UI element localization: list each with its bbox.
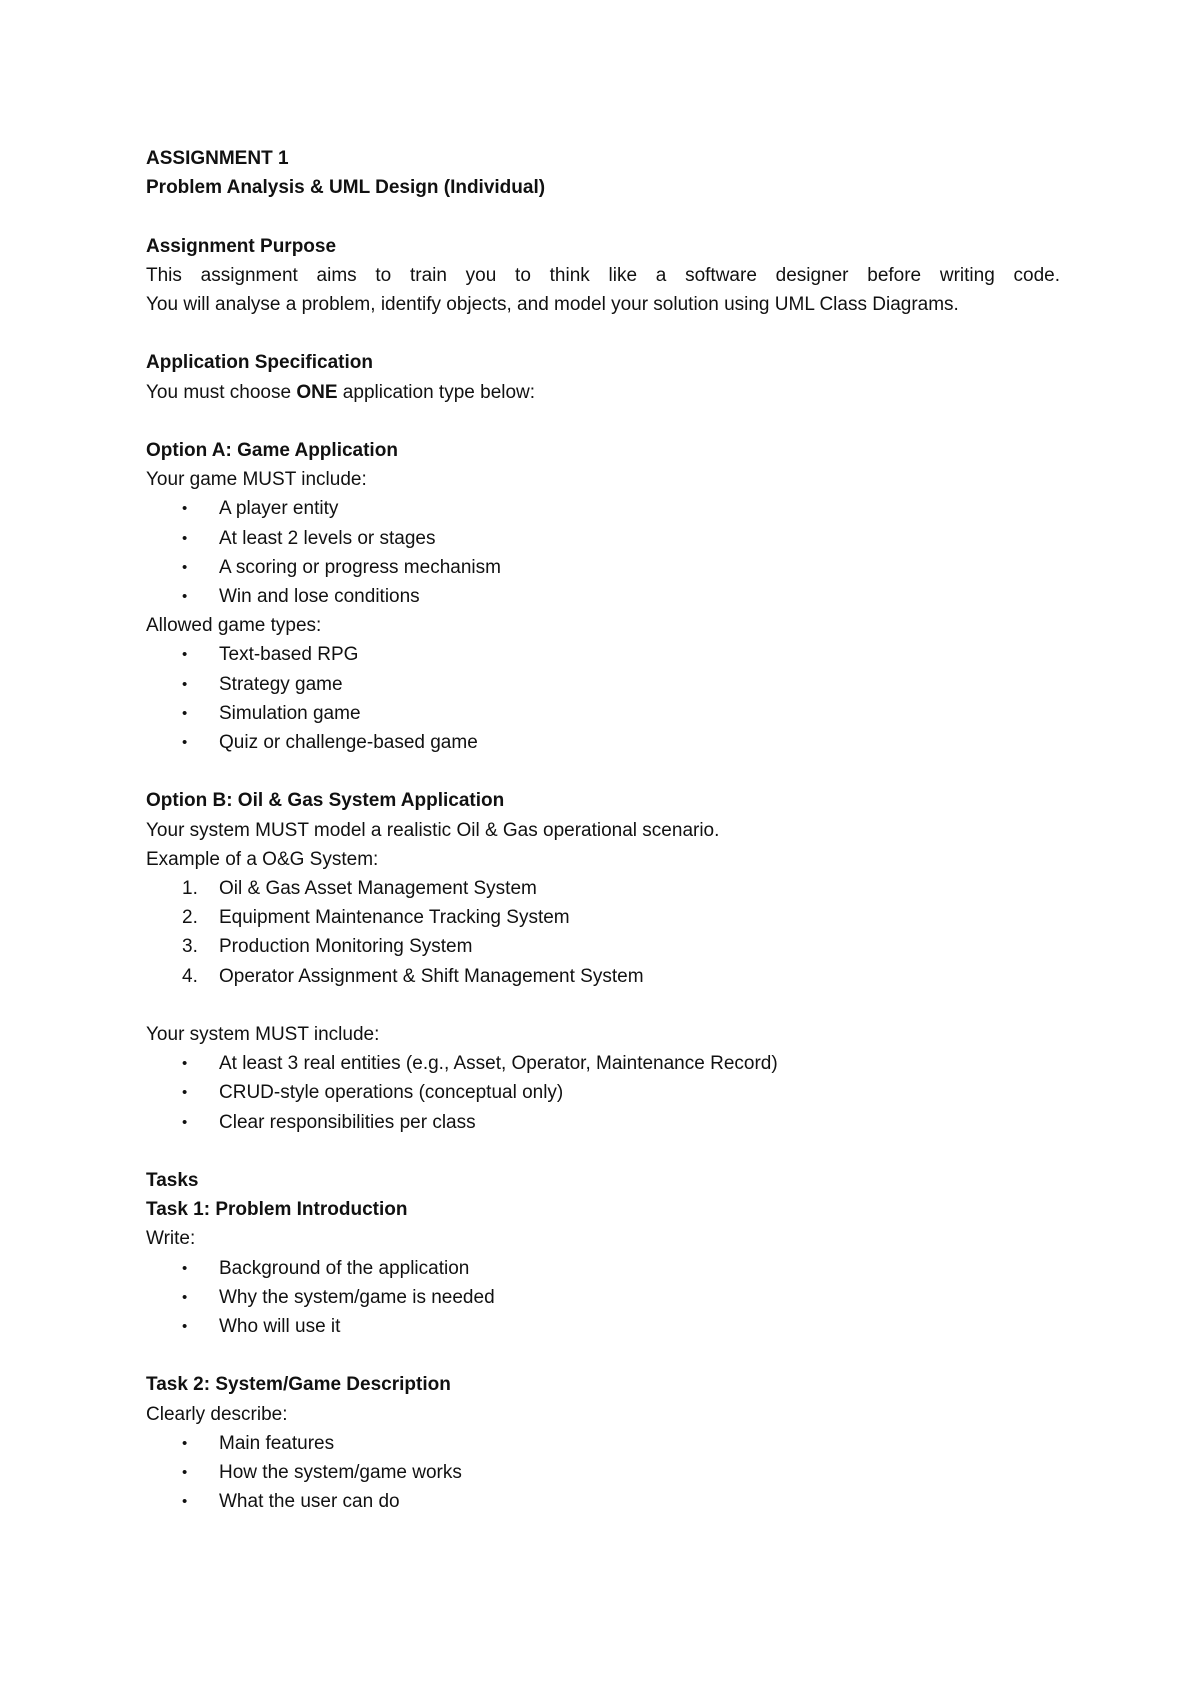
document-page xyxy=(146,144,1066,1516)
list-item-text: Background of the application xyxy=(219,1257,470,1279)
list-item-text: At least 3 real entities (e.g., Asset, Operator, Maintenance Record) xyxy=(219,1053,778,1075)
list-item-text: Who will use it xyxy=(219,1316,341,1338)
list-item-text: What the user can do xyxy=(219,1491,400,1513)
list-item-text: Equipment Maintenance Tracking System xyxy=(219,907,570,929)
list-item xyxy=(146,932,1066,961)
option-b-example-label: Example of a O&G System: xyxy=(146,848,379,870)
option-a-must-include-list xyxy=(146,494,1066,611)
number-marker: 2. xyxy=(182,907,198,929)
option-a-must-include-label: Your game MUST include: xyxy=(146,469,367,491)
number-marker: 1. xyxy=(182,878,198,900)
option-a-heading: Option A: Game Application xyxy=(146,439,398,461)
bullet-marker: • xyxy=(182,1259,188,1277)
option-b-must-include-label: Your system MUST include: xyxy=(146,1024,380,1046)
list-item xyxy=(146,1078,1066,1107)
spacer xyxy=(146,202,1066,231)
spacer xyxy=(146,1137,1066,1166)
list-item-text: Why the system/game is needed xyxy=(219,1286,495,1308)
task-2-list xyxy=(146,1429,1066,1517)
task-1-heading: Task 1: Problem Introduction xyxy=(146,1199,408,1221)
spec-intro-pre: You must choose xyxy=(146,381,297,403)
list-item xyxy=(146,494,1066,523)
list-item xyxy=(146,728,1066,757)
number-marker: 4. xyxy=(182,965,198,987)
option-a-allowed-list xyxy=(146,640,1066,757)
option-b-examples-list xyxy=(146,874,1066,991)
list-item xyxy=(146,553,1066,582)
spacer xyxy=(146,407,1066,436)
list-item xyxy=(146,640,1066,669)
assignment-title: ASSIGNMENT 1 xyxy=(146,148,289,169)
bullet-marker: • xyxy=(182,1084,188,1102)
bullet-marker: • xyxy=(182,558,188,576)
option-a-allowed-label: Allowed game types: xyxy=(146,615,322,637)
option-b-heading: Option B: Oil & Gas System Application xyxy=(146,790,505,812)
number-marker: 3. xyxy=(182,936,198,958)
list-item-text: Win and lose conditions xyxy=(219,586,420,607)
bullet-marker: • xyxy=(182,704,188,722)
list-item-text: Main features xyxy=(219,1432,335,1454)
bullet-marker: • xyxy=(182,1288,188,1306)
task-1-list xyxy=(146,1254,1066,1342)
assignment-subtitle: Problem Analysis & UML Design (Individual) xyxy=(146,177,546,199)
list-item-text: Simulation game xyxy=(219,702,361,724)
list-item xyxy=(146,1487,1066,1516)
purpose-text-line-2: You will analyse a problem, identify objects, and model your solution using UML Class Diagrams. xyxy=(146,294,959,315)
spacer xyxy=(146,991,1066,1020)
list-item xyxy=(146,524,1066,553)
list-item-text: Clear responsibilities per class xyxy=(219,1111,476,1133)
spacer xyxy=(146,757,1066,786)
list-item-text: CRUD-style operations (conceptual only) xyxy=(219,1082,564,1104)
bullet-marker: • xyxy=(182,1113,188,1131)
list-item xyxy=(146,903,1066,932)
list-item xyxy=(146,699,1066,728)
list-item-text: Text-based RPG xyxy=(219,644,359,666)
list-item xyxy=(146,1312,1066,1341)
option-b-must-include-list xyxy=(146,1049,1066,1137)
bullet-marker: • xyxy=(182,1434,188,1452)
task-2-label: Clearly describe: xyxy=(146,1403,288,1425)
spacer xyxy=(146,1341,1066,1370)
bullet-marker: • xyxy=(182,646,188,664)
list-item xyxy=(146,582,1066,611)
bullet-marker: • xyxy=(182,675,188,693)
purpose-heading: Assignment Purpose xyxy=(146,235,337,257)
task-1-label: Write: xyxy=(146,1228,196,1250)
list-item-text: At least 2 levels or stages xyxy=(219,527,436,549)
list-item xyxy=(146,1108,1066,1137)
list-item xyxy=(146,1049,1066,1078)
task-2-heading: Task 2: System/Game Description xyxy=(146,1374,451,1396)
list-item-text: Strategy game xyxy=(219,673,343,695)
spec-intro-emphasis: ONE xyxy=(296,381,338,403)
purpose-text-line-1: This assignment aims to train you to think like a software designer before writing code. xyxy=(146,264,1060,286)
bullet-marker: • xyxy=(182,1055,188,1073)
spec-heading: Application Specification xyxy=(146,352,373,374)
bullet-marker: • xyxy=(182,1493,188,1511)
bullet-marker: • xyxy=(182,500,188,518)
list-item-text: Operator Assignment & Shift Management System xyxy=(219,965,644,987)
list-item-text: How the system/game works xyxy=(219,1462,462,1484)
spec-intro-post: application type below: xyxy=(337,381,536,403)
bullet-marker: • xyxy=(182,529,188,547)
bullet-marker: • xyxy=(182,588,188,605)
bullet-marker: • xyxy=(182,1318,188,1336)
list-item-text: Quiz or challenge-based game xyxy=(219,732,478,754)
list-item-text: A player entity xyxy=(219,498,339,520)
list-item xyxy=(146,1254,1066,1283)
option-b-intro: Your system MUST model a realistic Oil & Gas operational scenario. xyxy=(146,819,720,841)
spacer xyxy=(146,319,1066,348)
list-item xyxy=(146,962,1066,991)
bullet-marker: • xyxy=(182,734,188,752)
list-item-text: Oil & Gas Asset Management System xyxy=(219,878,537,900)
list-item xyxy=(146,874,1066,903)
list-item-text: A scoring or progress mechanism xyxy=(219,556,501,578)
list-item-text: Production Monitoring System xyxy=(219,936,473,958)
spec-intro xyxy=(146,378,1066,407)
list-item xyxy=(146,670,1066,699)
list-item xyxy=(146,1429,1066,1458)
tasks-heading: Tasks xyxy=(146,1170,199,1192)
list-item xyxy=(146,1458,1066,1487)
list-item xyxy=(146,1283,1066,1312)
bullet-marker: • xyxy=(182,1464,188,1482)
